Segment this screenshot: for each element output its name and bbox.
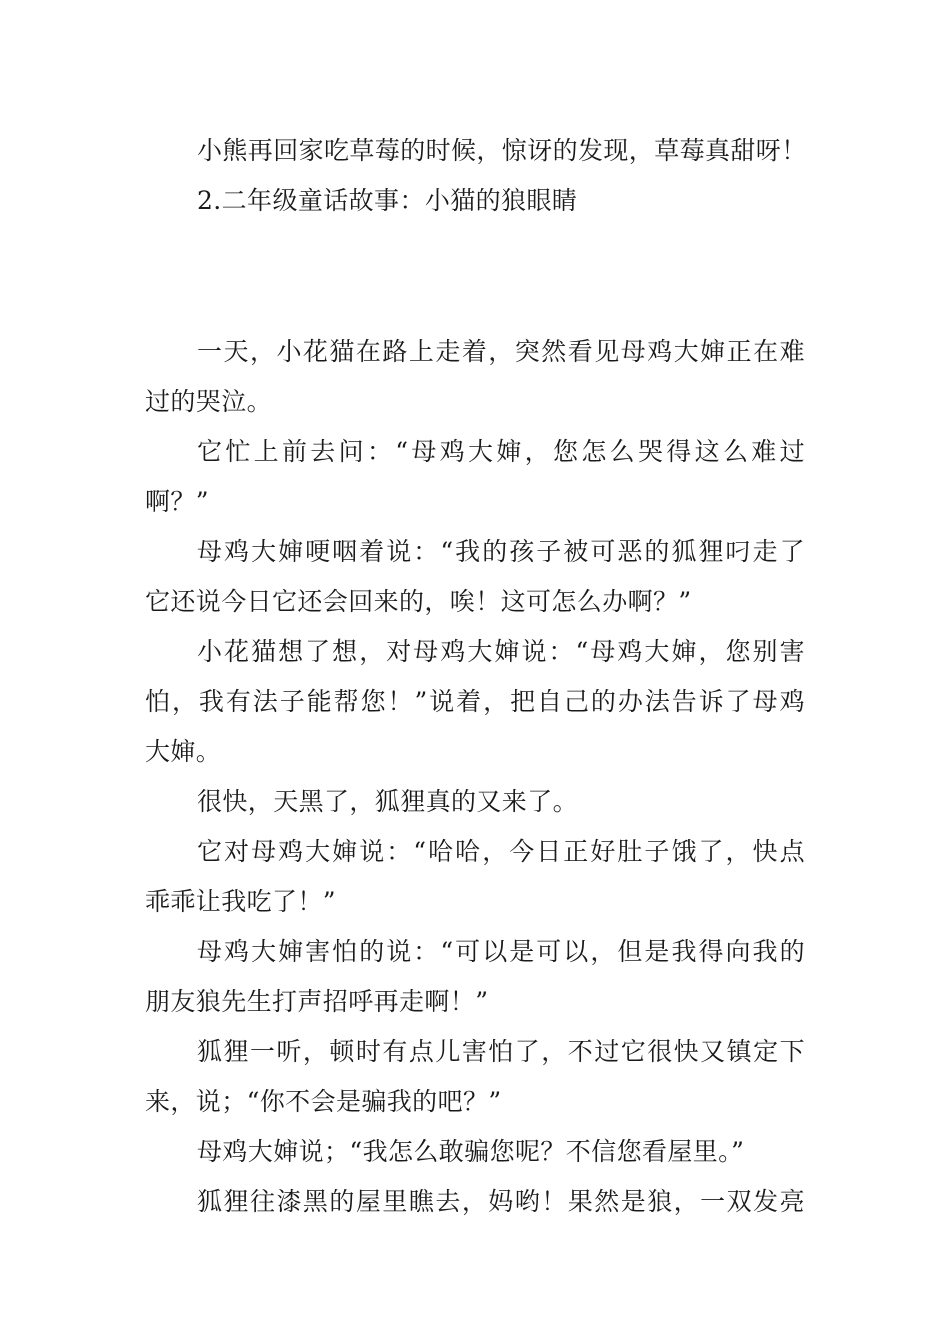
paragraph-line: 狐狸往漆黑的屋里瞧去，妈哟！果然是狼，一双发亮 xyxy=(197,1187,805,1216)
paragraph-line: 小花猫想了想，对母鸡大婶说：“母鸡大婶，您别害 xyxy=(197,637,805,666)
paragraph-line: 很快，天黑了，狐狸真的又来了。 xyxy=(197,787,579,816)
paragraph-line: 母鸡大婶害怕的说：“可以是可以，但是我得向我的 xyxy=(197,937,805,966)
paragraph-line: 小熊再回家吃草莓的时候，惊讶的发现，草莓真甜呀！ xyxy=(197,136,807,165)
paragraph-line: 乖乖让我吃了！” xyxy=(145,887,336,916)
paragraph-line: 母鸡大婶哽咽着说：“我的孩子被可恶的狐狸叼走了 xyxy=(197,537,805,566)
paragraph-line: 来，说；“你不会是骗我的吧？” xyxy=(145,1087,502,1116)
paragraph-line: 过的哭泣。 xyxy=(145,387,273,416)
paragraph-line: 狐狸一听，顿时有点儿害怕了，不过它很快又镇定下 xyxy=(197,1037,805,1066)
paragraph-line: 一天，小花猫在路上走着，突然看见母鸡大婶正在难 xyxy=(197,337,805,366)
paragraph-line: 大婶。 xyxy=(145,737,222,766)
story-heading: 2.二年级童话故事：小猫的狼眼睛 xyxy=(197,186,578,215)
paragraph-line: 它忙上前去问：“母鸡大婶，您怎么哭得这么难过 xyxy=(197,437,805,466)
paragraph-line: 母鸡大婶说；“我怎么敢骗您呢？不信您看屋里。” xyxy=(197,1137,745,1166)
paragraph-line: 怕，我有法子能帮您！”说着，把自己的办法告诉了母鸡 xyxy=(145,687,805,716)
paragraph-line: 啊？” xyxy=(145,487,209,516)
paragraph-line: 朋友狼先生打声招呼再走啊！” xyxy=(145,987,489,1016)
paragraph-line: 它还说今日它还会回来的，唉！这可怎么办啊？” xyxy=(145,587,692,616)
paragraph-line: 它对母鸡大婶说：“哈哈，今日正好肚子饿了，快点 xyxy=(197,837,805,866)
